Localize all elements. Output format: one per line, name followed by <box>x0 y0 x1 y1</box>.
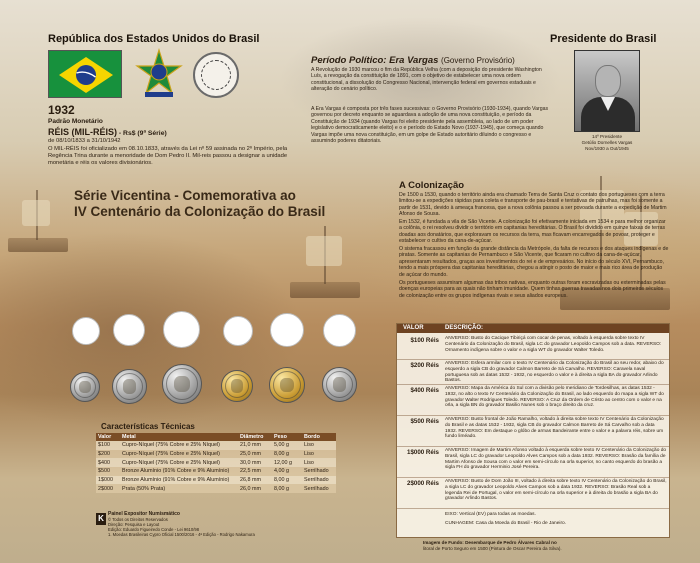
row-divider <box>397 508 669 509</box>
coin-100-reis <box>70 372 100 402</box>
coin-slot-100 <box>72 317 100 345</box>
coin-motif <box>123 379 136 394</box>
period-title-text: Período Político: Era Vargas <box>311 55 439 66</box>
tech-header-peso: Peso <box>272 433 302 441</box>
president-caption <box>574 134 640 151</box>
footer-line-4: Edição: Eduardo Figueiredo Conde - Lei 9610/98 <box>108 527 200 532</box>
value-description-panel <box>396 323 670 538</box>
ship-hull-center <box>290 282 360 298</box>
caption-line-1: 14º Presidente <box>591 134 623 139</box>
value-row-100 <box>397 336 669 360</box>
colonizacao-paragraph-3: O sistema fracassou em função da grande distância da Metrópole, da falta de recursos e dos ataques indígenas e de piratas. Somente as capitanias de Pernambuco e São Vicente, que ficaram no cultivo da cana-de-açúcar, apresentaram resultados, graças aos investimentos do rei e de empresários. No início do século XVI, Pernambuco, tendo a mais próspera das capitanias hereditárias, chegou a atingir o posto de maior e mais rico área de produção de açúcar do mundo. <box>399 246 669 278</box>
cunhagem-text: CUNHAGEM: Casa da Moeda do Brasil - Rio de Janeiro. <box>445 521 567 526</box>
tech-cell-diametro: 30,0 mm <box>238 458 272 467</box>
tech-cell-valor: $100 <box>96 441 120 450</box>
coin-slot-1000 <box>270 313 304 347</box>
president-title: Presidente do Brasil <box>550 33 657 45</box>
footer-line-1: Painel Expositor Numismático <box>108 511 180 517</box>
republic-seal-icon <box>193 52 239 98</box>
tech-cell-valor: $500 <box>96 467 120 476</box>
image-credit-line-1: Imagem de Fundo: Desembarque de Pedro Álvares Cabral no <box>423 540 557 545</box>
table-row <box>96 467 336 476</box>
value-row-2000 <box>397 479 669 509</box>
tech-cell-valor: $400 <box>96 458 120 467</box>
colonizacao-paragraph-4: Os portugueses assumiram algumas das tribos nativas, enquanto outras foram escravizadas ou exterminadas pelas doenças europeias para as quais não tinham imunidade. Quem tinhas guerras travadas nos dois primeiros séculos de colonização entre os grupos indígenas rivais e seus aliados europeus. <box>399 280 666 299</box>
header-valor: VALOR <box>403 325 424 331</box>
colonizacao-title: A Colonização <box>399 180 465 191</box>
tech-cell-peso: 8,00 g <box>272 476 302 485</box>
footer-credits <box>108 511 268 537</box>
tech-cell-metal: Cupro-Níquel (75% Cobre e 25% Níquel) <box>120 450 238 459</box>
tech-cell-bordo: Liso <box>302 441 336 450</box>
coin-motif <box>79 381 90 393</box>
tech-header-valor: Valor <box>96 433 120 441</box>
tech-header-bordo: Bordo <box>302 433 336 441</box>
republic-title: República dos Estados Unidos do Brasil <box>48 33 260 45</box>
brazil-flag-icon <box>48 50 122 98</box>
tech-cell-valor: $200 <box>96 450 120 459</box>
row-divider <box>397 384 669 385</box>
period-title <box>311 55 515 66</box>
row-divider <box>397 359 669 360</box>
value-description: ANVERSO: Busto do Cacique Tibiriçá com cocar de penas, voltado à esquerda sobre texto IV Centenário da Colonização do Brasil, sigla LC do gravador Leopoldo Campos sob a data. REVERSO: Ornamento indígena sobre o valor e a sigla WT do gravador Walter Toledo. <box>445 336 662 353</box>
serie-title <box>74 188 325 220</box>
period-paragraph-2: A Era Vargas é composta por três fases sucessivas: o Governo Provisório (1930-1934), quando Vargas governou por decreto enquanto se aguardava a adoção de uma nova constituição, e período da Constituição de 1934 (quando Vargas foi eleito presidente pela assembleia, ao lado de um poder legislativo democraticamente eleito) e o e período do Estado Novo (1937-1945), que começa quando Vargas impõe uma nova constituição, em um golpe de Estado autoritário diluindo o congresso e assumindo poderes ditatoriais. <box>311 106 549 145</box>
coin-slot-2000 <box>323 314 356 347</box>
tech-cell-bordo: Liso <box>302 450 336 459</box>
value-row-1000 <box>397 448 669 478</box>
image-credit-line-2: litoral de Porto Seguro em 1500 (Pintura de Oscar Pereira da Silva). <box>423 545 562 551</box>
tech-cell-valor: 1$000 <box>96 476 120 485</box>
value-label: $400 Réis <box>410 387 439 394</box>
value-description: ANVERSO: Imagem de Martim Afonso voltado à esquerda sobre texto IV Centenário da Colonização do Brasil, sigla LC do gravador Leopoldo Alves Campos sob a data 1932. REVERSO: Brasão da família de Martim Afonso de Sousa com o valor em semi-círculo na orla superior, no canto esquerdo do brasão a sigla FH do gravador Herminio José Pereira. <box>445 448 667 471</box>
coin-1000-reis <box>269 367 305 403</box>
value-row-500 <box>397 417 669 447</box>
cunhagem-row <box>397 521 669 529</box>
value-label: $200 Réis <box>410 362 439 369</box>
table-row <box>96 441 336 450</box>
tech-cell-metal: Bronze Alumínio (91% Cobre e 9% Alumínio) <box>120 476 238 485</box>
value-description: ANVERSO: Esfera armilar com o texto IV Centenário da Colonização do Brasil ao seu redor, abaixo do esquerdo a sigla CB do gravador Calmon Barreto de Sá Carvalho. REVERSO: Caravela naval portuguesa sob as datas 1532 - 1932, no esquerdo o valor e à direita a sigla BA do gravador Arlindo Bastos. <box>445 361 664 384</box>
tech-cell-peso: 8,00 g <box>272 484 302 493</box>
row-divider <box>397 477 669 478</box>
image-credit <box>423 540 653 551</box>
value-label: $500 Réis <box>410 418 439 425</box>
tech-cell-peso: 5,00 g <box>272 441 302 450</box>
coin-slot-500 <box>223 316 253 346</box>
tech-cell-bordo: Serrilhado <box>302 476 336 485</box>
tech-cell-bordo: Serrilhado <box>302 467 336 476</box>
tech-cell-bordo: Serrilhado <box>302 484 336 493</box>
reis-series: - Rs$ (9ª Série) <box>117 130 167 137</box>
coat-of-arms-icon <box>133 48 185 100</box>
tech-header-diametro: Diâmetro <box>238 433 272 441</box>
seal-inner-ring <box>201 60 231 90</box>
coin-motif <box>333 377 346 392</box>
footer-line-2: © Todos os Direitos Reservados <box>108 517 168 522</box>
coin-slot-200 <box>113 314 145 346</box>
coin-motif <box>174 376 189 393</box>
value-row-200 <box>397 361 669 385</box>
table-row <box>96 450 336 459</box>
reis-label: RÉIS (MIL-RÉIS) <box>48 127 117 137</box>
tech-cell-peso: 8,00 g <box>272 450 302 459</box>
reis-title <box>48 127 167 137</box>
coin-motif <box>231 379 243 392</box>
tech-cell-peso: 4,00 g <box>272 467 302 476</box>
coin-500-reis <box>221 370 253 402</box>
tech-cell-diametro: 25,0 mm <box>238 450 272 459</box>
table-row <box>96 476 336 485</box>
caption-line-2: Getúlio Dornelles Vargas <box>581 139 633 145</box>
colonizacao-paragraph-1: De 1500 a 1530, quando o território ainda era chamado Terra de Santa Cruz o contato dos portugueses com a terra limitou-se a expedições rápidas para coleta e transporte de pau-brasil e tentativas de patrulhas, mas foi somente a partir de 1531, devido à ameaça francesa, que a nova colônia passou a ser povoada durante a expedição de Martim Afonso de Sousa. <box>399 192 667 218</box>
ship-sail-left <box>22 200 50 226</box>
tech-cell-diametro: 26,0 mm <box>238 484 272 493</box>
coin-slot-400 <box>163 311 200 348</box>
value-label: 2$000 Réis <box>407 480 439 487</box>
tech-cell-metal: Cupro-Níquel (75% Cobre e 25% Níquel) <box>120 441 238 450</box>
tech-cell-diametro: 26,8 mm <box>238 476 272 485</box>
reis-description: O MIL-RÉIS foi oficializado em 08.10.1833, através da Lei nº 59 assinada no 2º Império, pela Regência Trina durante a menoridade de Dom Pedro II. Mil-reis passou a designar a unidade monetária e réis os valores divisionários. <box>48 146 288 166</box>
table-row <box>96 458 336 467</box>
tech-cell-peso: 12,00 g <box>272 458 302 467</box>
eixo-text: EIXO: Vertical (EV) para todas as moedas. <box>445 512 536 517</box>
publisher-logo-icon: K <box>96 513 106 525</box>
header-descricao: DESCRIÇÃO: <box>445 325 484 331</box>
tech-cell-metal: Prata (50% Prata) <box>120 484 238 493</box>
row-divider <box>397 415 669 416</box>
tech-cell-valor: 2$000 <box>96 484 120 493</box>
value-panel-header <box>397 324 669 333</box>
period-subtitle: (Governo Provisório) <box>441 56 515 65</box>
tech-cell-metal: Bronze Alumínio (91% Cobre e 9% Alumínio) <box>120 467 238 476</box>
footer-line-3: Direção: Pesquisa e Layout <box>108 522 160 527</box>
value-description: ANVERSO: Busto frontal de João Ramalho, voltado à direita sobre texto IV Centenário da Colonização do Brasil e as datas 1532 - 1932, sigla CB do gravador Calmon Barreto de Sá Carvalho sob a data 1932. REVERSO: Em destaque o glóbo de armas Bandeirante entre o valor e a palavra réis, sobre um fundo liméado. <box>445 417 664 440</box>
tech-table-header-row <box>96 433 336 441</box>
coin-200-reis <box>112 369 147 404</box>
tech-cell-diametro: 22,5 mm <box>238 467 272 476</box>
tech-header-metal: Metal <box>120 433 238 441</box>
row-divider <box>397 446 669 447</box>
value-label: $100 Réis <box>410 337 439 344</box>
value-row-400 <box>397 386 669 416</box>
president-portrait <box>574 50 640 132</box>
tech-cell-bordo: Liso <box>302 458 336 467</box>
period-paragraph-1: A Revolução de 1930 marcou o fim da República Velha (com a deposição do presidente Washington Luís, a revogação da constituição de 1891, com o objetivo de estabelecer uma nova ordem constitucional, a dissolução do Congresso Nacional, intervenção federal em governos estaduais e alteração do cenário político. <box>311 67 542 93</box>
tech-cell-metal: Cupro-Níquel (75% Cobre e 25% Níquel) <box>120 458 238 467</box>
monetary-label: Padrão Monetário <box>48 118 103 125</box>
table-row <box>96 484 336 493</box>
reis-dates: de 08/10/1833 a 31/10/1942 <box>48 138 121 144</box>
portrait-face <box>595 65 621 97</box>
serie-title-line-2: IV Centenário da Colonização do Brasil <box>74 204 326 219</box>
colonizacao-paragraph-2: Em 1532, é fundada a vila de São Vicente. A colonização foi efetivamente iniciada em 1534 e para melhor organizar a colônia, o rei resolveu dividir o território em capitanias hereditárias. O Brasil foi dividido em quinze faixas de terras doadas aos donatários, que exploravam os recursos da terra, mas ficavam encarregados de povoar, proteger e estabelecer o cultivo da cana-de-açúcar. <box>399 219 666 245</box>
ship-sail-center <box>306 236 342 266</box>
ship-hull-left <box>8 238 68 252</box>
coin-motif <box>280 378 294 393</box>
value-description: ANVERSO: Mapa da América do Sul com a divisão pelo meridiano de Tordesilhas, as datas 1532 - 1932, no alto o texto IV Centenário da Colonização do Brasil, ao lado esquerdo do mapa a sigla WT do gravador Walter Rodrigues Toledo. REVERSO: A Cruz da Ordem de Cristo ao centro com o valor e na orla, a sigla BN do gravador Basilio Nunes sob o braço direito da cruz. <box>445 386 664 409</box>
value-label: 1$000 Réis <box>407 449 439 456</box>
coin-2000-reis <box>322 367 357 402</box>
tech-cell-diametro: 21,0 mm <box>238 441 272 450</box>
eixo-row <box>397 512 669 520</box>
serie-title-line-1: Série Vicentina - Comemorativa ao <box>74 188 296 203</box>
footer-line-5: 1. Moedas Brasileiras Cypro Oficial 1500/2016 - 4ª Edição - Rodrigo Nakamura <box>108 532 255 537</box>
caption-line-3: Nov/1930 a Out/1945 <box>585 145 629 151</box>
year: 1932 <box>48 103 75 117</box>
tech-table-title: Características Técnicas <box>101 422 195 431</box>
coin-400-reis <box>162 364 202 404</box>
value-description: ANVERSO: Busto de Dom João III, voltado à direita sobre texto IV Centenário da Colonização do Brasil, a sigla LC do gravador Leopoldo Alves Campos sob a data 1932. REVERSO: Brasão Real sob a legenda Rei de Portugal, o valor em semi-círculo na orla superior e à direita do brasão a sigla BA do gravador Arlindo Bastos. <box>445 479 667 502</box>
tech-table <box>96 433 336 493</box>
